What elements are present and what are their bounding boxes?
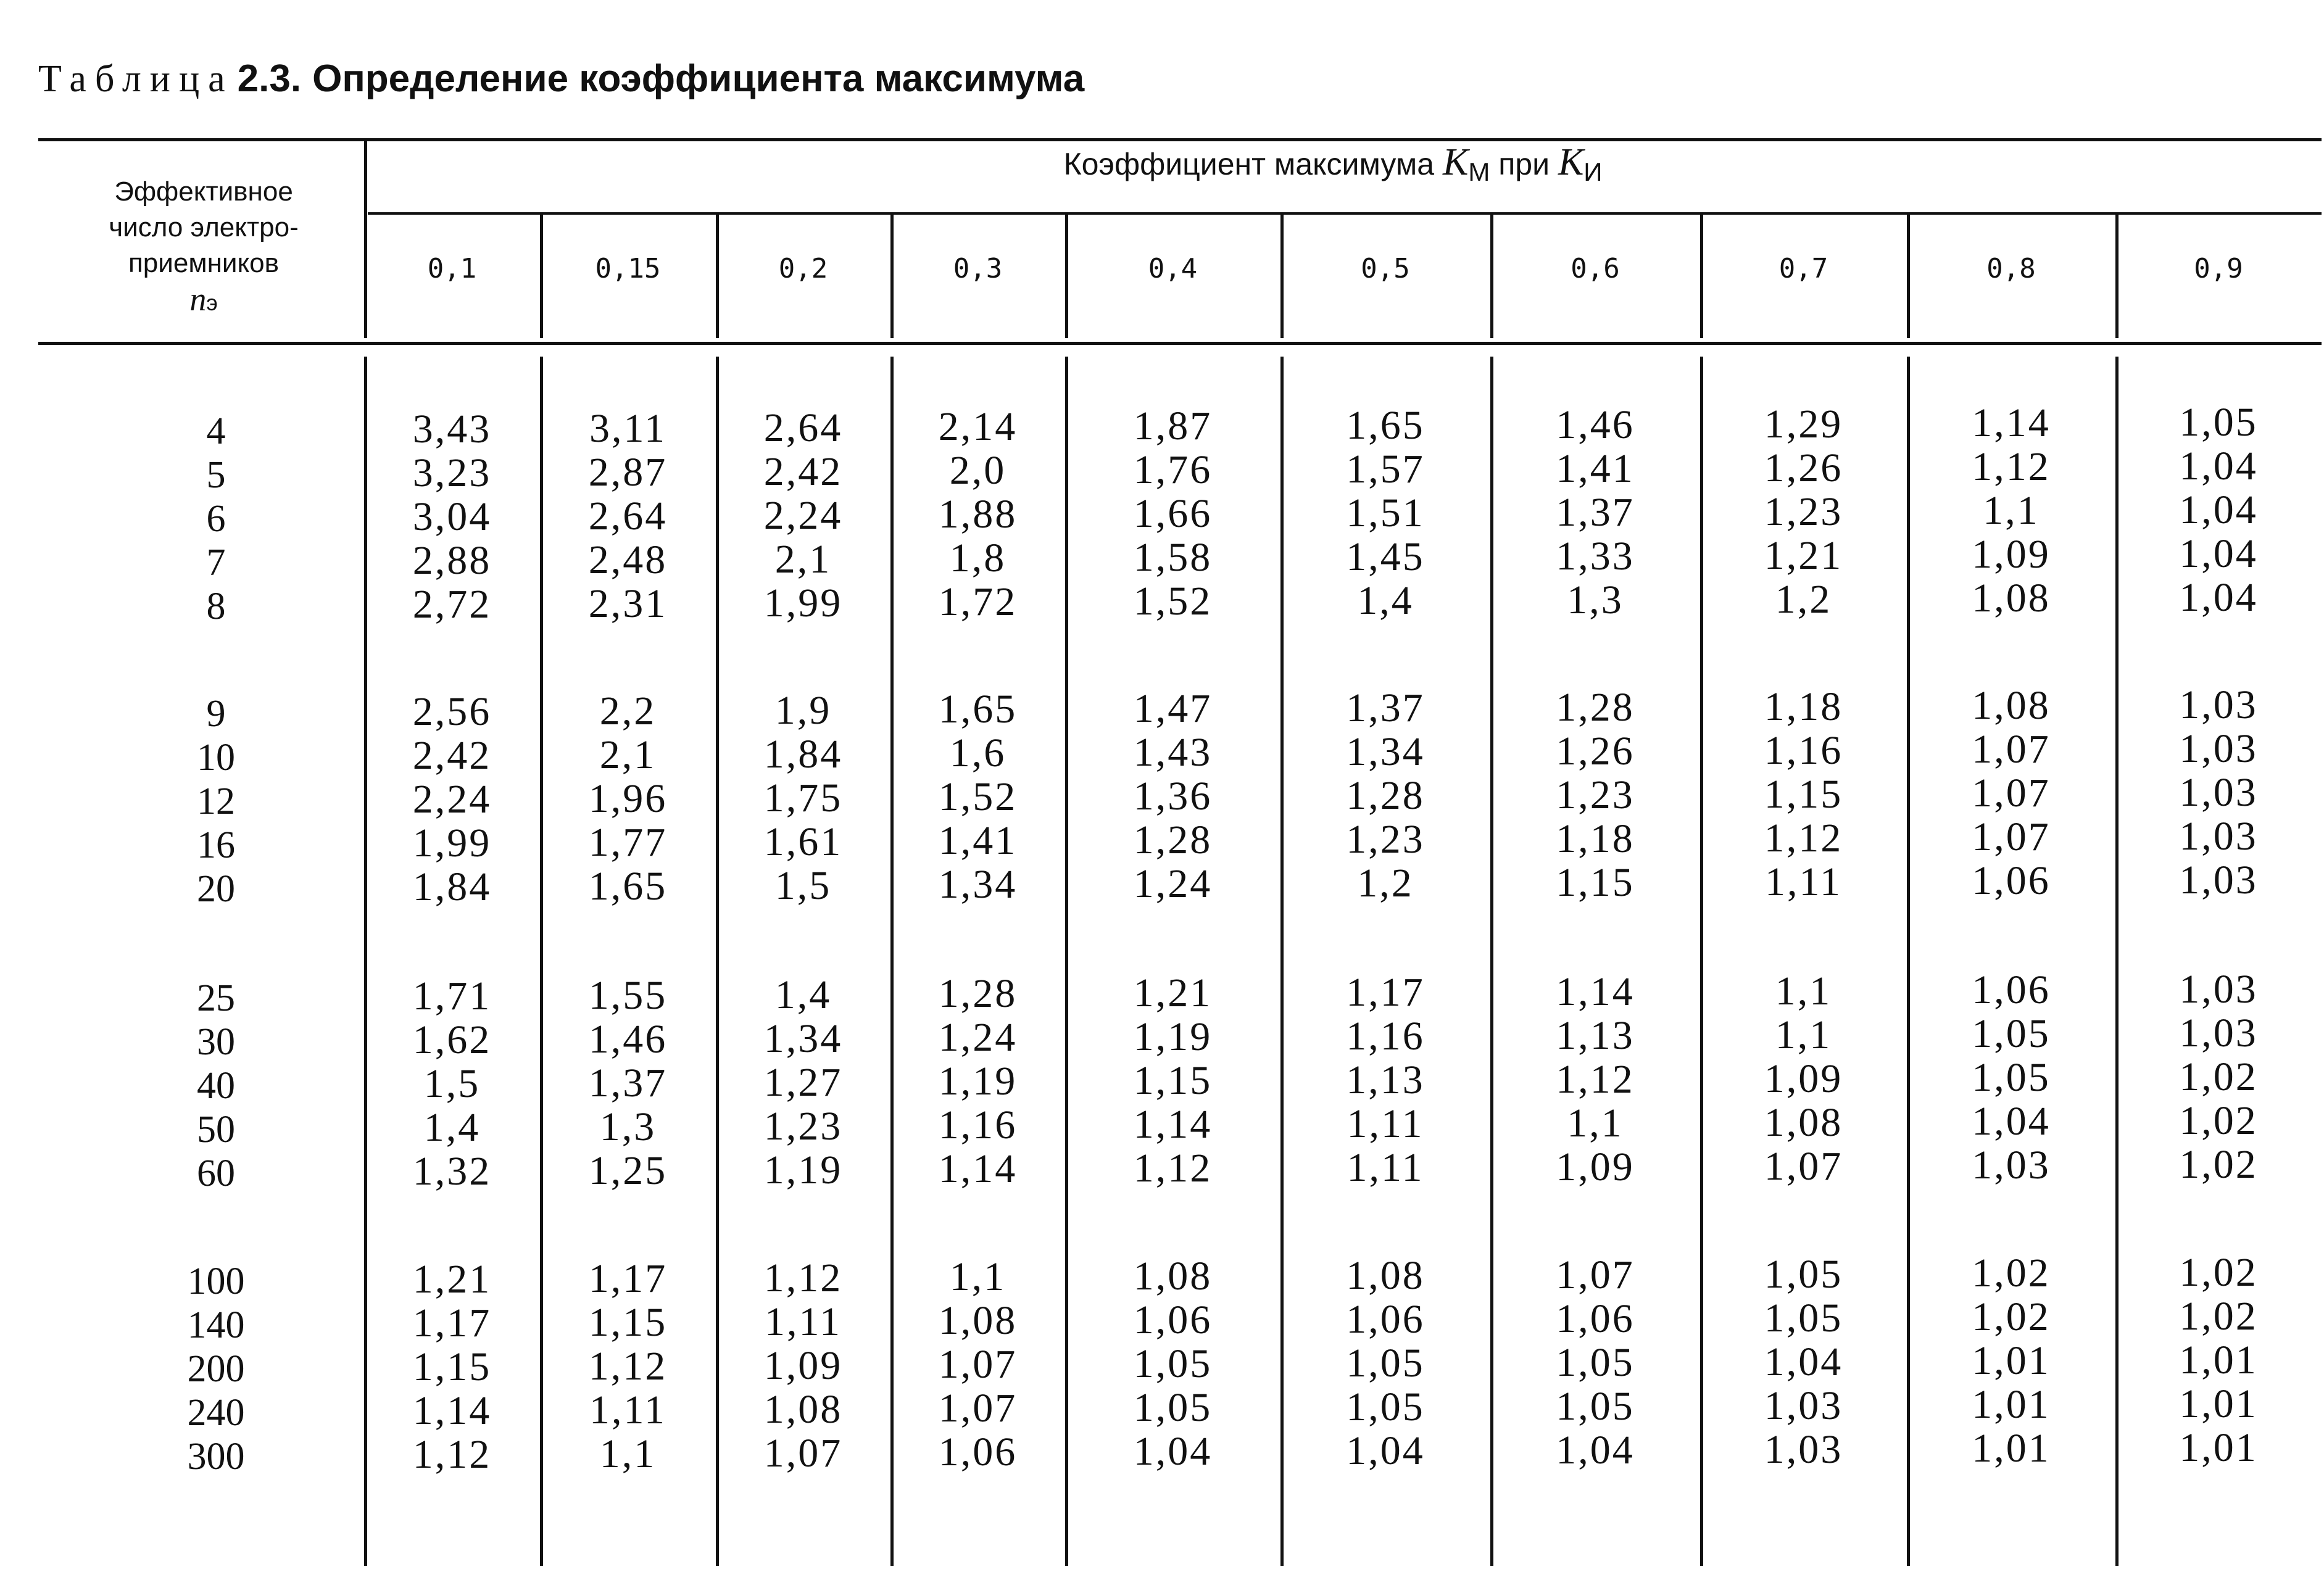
table-cell: 1,18 [1556,816,1635,861]
table-cell: 1,05 [1764,1251,1843,1297]
table-cell: 1,52 [1133,579,1213,624]
table-cell: 1,37 [1346,685,1425,730]
table-cell: 1,29 [1764,401,1843,447]
column-divider-body [1280,357,1284,1566]
table-cell: 1,34 [763,1016,843,1061]
table-cell: 1,87 [1133,403,1213,449]
n-subscript: э [206,290,218,315]
table-cell: 1,65 [588,863,668,909]
table-cell: 2,0 [949,448,1006,494]
table-cell: 1,03 [2179,814,2258,859]
km-subscript: М [1468,157,1490,186]
table-cell: 2,2 [599,688,657,734]
table-cell: 1,02 [2179,1054,2258,1100]
column-header: 0,4 [1148,253,1198,284]
table-cell: 1,11 [1347,1145,1424,1190]
table-cell: 2,24 [763,492,843,538]
row-n-value: 7 [206,542,226,584]
table-cell: 1,01 [2179,1425,2258,1471]
header-bottom-rule [38,342,2322,345]
table-cell: 1,05 [1346,1384,1425,1429]
table-cell: 1,03 [2179,770,2258,816]
row-n-value: 10 [197,737,235,779]
table-cell: 1,99 [763,580,843,626]
table-cell: 1,11 [1764,859,1843,904]
table-cell: 1,13 [1556,1012,1635,1058]
table-cell: 2,56 [412,689,492,734]
table-cell: 2,42 [763,449,843,494]
table-cell: 1,36 [1133,774,1213,819]
table-cell: 1,6 [949,730,1006,776]
row-n-value: 100 [187,1260,245,1302]
table-cell: 1,17 [1346,970,1425,1015]
table-cell: 1,41 [1556,445,1635,491]
table-cell: 1,01 [2179,1381,2258,1427]
column-divider [1490,215,1493,338]
table-cell: 1,37 [588,1060,668,1106]
table-cell: 1,03 [2179,726,2258,772]
row-n-value: 200 [187,1348,245,1390]
table-cell: 2,1 [599,732,657,777]
table-cell: 1,43 [1133,730,1213,776]
table-cell: 1,05 [1972,1055,2051,1101]
table-cell: 1,05 [2179,400,2258,445]
table-cell: 1,62 [412,1017,492,1062]
row-n-value: 300 [187,1436,245,1478]
column-divider-body [540,357,543,1566]
table-cell: 1,05 [1133,1385,1213,1431]
table-cell: 1,02 [1972,1294,2051,1340]
table-cell: 1,04 [1764,1339,1843,1384]
table-cell: 1,52 [938,774,1018,820]
table-cell: 1,08 [1346,1253,1425,1298]
table-cell: 1,08 [1972,683,2051,729]
column-divider-body [1065,357,1068,1566]
table-cell: 1,32 [412,1149,492,1194]
table-cell: 1,66 [1133,491,1213,537]
table-cell: 1,04 [1133,1429,1213,1475]
table-cell: 1,14 [412,1388,492,1433]
table-cell: 1,84 [763,731,843,777]
column-header: 0,8 [1986,253,2036,284]
column-divider-body [1907,357,1910,1566]
row-header-line1: Эффективное [114,176,293,207]
column-header: 0,7 [1778,253,1828,284]
table-cell: 1,46 [1556,402,1635,447]
column-divider-body [1490,357,1493,1566]
table-cell: 1,96 [588,776,668,821]
table-cell: 1,04 [2179,444,2258,489]
table-cell: 1,75 [763,775,843,821]
table-cell: 1,58 [1133,535,1213,581]
table-cell: 2,72 [412,582,492,627]
table-cell: 2,87 [588,449,668,495]
table-cell: 1,71 [412,974,492,1019]
table-cell: 1,3 [1567,577,1624,623]
table-cell: 1,06 [1972,858,2051,904]
column-divider [890,215,894,338]
row-header-symbol [43,281,364,321]
table-cell: 3,04 [412,494,492,539]
table-cell: 1,05 [1972,1011,2051,1057]
table-cell: 1,12 [1764,815,1843,861]
group-header-prefix: Коэффициент максимума [1063,147,1435,181]
table-cell: 1,01 [1972,1382,2051,1428]
table-cell: 1,17 [412,1301,492,1346]
table-cell: 1,72 [938,579,1018,625]
table-cell: 1,27 [763,1059,843,1105]
table-cell: 1,26 [1764,445,1843,490]
table-cell: 1,12 [1556,1056,1635,1102]
table-cell: 1,25 [588,1148,668,1193]
table-cell: 1,05 [1133,1341,1213,1387]
table-cell: 1,23 [1556,772,1635,817]
row-header-line2: число электро- [109,212,299,242]
row-header-line3: приемников [128,248,280,278]
table-cell: 1,08 [1133,1254,1213,1299]
table-cell: 2,14 [938,404,1018,450]
table-cell: 1,28 [1346,773,1425,818]
table-cell: 1,06 [1133,1297,1213,1343]
table-cell: 1,14 [938,1146,1018,1192]
table-cell: 1,04 [2179,487,2258,533]
column-divider [1065,215,1068,338]
table-cell: 1,08 [1972,576,2051,621]
table-title [38,57,1084,101]
table-cell: 1,46 [588,1016,668,1062]
row-n-value: 16 [197,824,235,866]
column-divider-body [1700,357,1703,1566]
table-cell: 1,1 [1983,488,2040,534]
table-cell: 2,48 [588,537,668,582]
table-cell: 1,77 [588,819,668,865]
table-cell: 1,55 [588,972,668,1018]
table-cell: 1,07 [938,1386,1018,1431]
table-cell: 1,57 [1346,447,1425,492]
table-cell: 1,11 [589,1387,667,1433]
table-cell: 1,02 [1972,1251,2051,1296]
column-divider-body [890,357,894,1566]
table-cell: 1,07 [763,1430,843,1476]
column-header: 0,5 [1361,253,1410,284]
table-cell: 1,1 [949,1254,1006,1300]
table-cell: 1,24 [1133,861,1213,907]
table-cell: 1,34 [1346,729,1425,774]
table-cell: 1,02 [2179,1098,2258,1144]
table-cell: 3,11 [589,405,667,451]
column-header: 0,9 [2194,253,2243,284]
table-cell: 1,11 [764,1299,842,1344]
table-cell: 1,03 [1764,1426,1843,1472]
table-cell: 1,19 [1133,1014,1213,1060]
table-cell: 1,06 [938,1429,1018,1475]
table-cell: 1,07 [1972,771,2051,816]
column-divider [716,215,719,338]
table-cell: 1,07 [1972,814,2051,860]
table-cell: 1,09 [1556,1144,1635,1189]
column-divider [2115,215,2119,338]
table-cell: 1,09 [1972,532,2051,577]
table-cell: 1,15 [1133,1058,1213,1104]
table-cell: 1,12 [412,1432,492,1477]
table-cell: 1,15 [1556,859,1635,905]
row-n-value: 60 [197,1152,235,1194]
table-cell: 1,65 [1346,403,1425,448]
column-divider [364,141,367,338]
table-cell: 1,15 [588,1299,668,1345]
table-cell: 1,15 [1764,771,1843,817]
table-cell: 1,1 [1775,1012,1832,1057]
table-cell: 2,31 [588,581,668,626]
km-symbol: K [1442,141,1469,183]
row-n-value: 140 [187,1304,245,1346]
row-n-value: 30 [197,1021,235,1063]
table-cell: 1,88 [938,492,1018,537]
row-n-value: 40 [197,1065,235,1107]
column-divider-body [716,357,719,1566]
table-cell: 1,21 [412,1257,492,1302]
table-cell: 1,26 [1556,728,1635,774]
table-cell: 1,02 [2179,1294,2258,1339]
table-cell: 1,28 [938,971,1018,1017]
table-cell: 1,12 [1133,1146,1213,1191]
table-cell: 1,05 [1556,1339,1635,1385]
column-header: 0,2 [778,253,828,284]
table-cell: 2,88 [412,538,492,583]
table-cell: 3,43 [412,407,492,452]
row-n-value: 5 [206,454,226,496]
table-cell: 1,33 [1556,533,1635,579]
table-cell: 1,65 [938,687,1018,732]
table-cell: 1,9 [774,687,832,733]
table-cell: 1,12 [588,1343,668,1389]
table-cell: 1,51 [1346,490,1425,536]
table-cell: 1,16 [938,1102,1018,1148]
ki-symbol: K [1558,141,1584,183]
table-cell: 1,24 [938,1015,1018,1061]
column-divider [1280,215,1284,338]
row-n-value: 8 [206,585,226,627]
table-cell: 1,21 [1764,532,1843,578]
table-cell: 1,07 [1972,727,2051,772]
table-cell: 1,06 [1972,967,2051,1013]
table-cell: 2,42 [412,733,492,778]
table-cell: 1,14 [1133,1102,1213,1148]
column-header: 0,3 [953,253,1003,284]
table-cell: 1,04 [1556,1427,1635,1473]
table-number: 2.3. [237,57,302,100]
table-cell: 1,19 [938,1059,1018,1104]
group-header-middle: при [1498,147,1550,181]
table-cell: 2,1 [774,536,832,582]
table-cell: 1,06 [1556,1296,1635,1341]
table-cell: 1,02 [2179,1250,2258,1296]
column-divider [1700,215,1703,338]
table-cell: 1,09 [763,1342,843,1388]
table-cell: 1,15 [412,1344,492,1389]
table-title-lead: Таблица [38,58,234,100]
table-cell: 1,5 [774,863,832,908]
table-cell: 1,8 [949,536,1006,581]
row-header [43,174,364,321]
column-header: 0,1 [427,253,477,284]
table-cell: 1,07 [938,1342,1018,1388]
table-cell: 1,23 [763,1103,843,1149]
table-cell: 1,28 [1133,817,1213,863]
ki-subscript: И [1583,157,1603,186]
column-header: 0,15 [595,253,661,284]
column-divider [540,215,543,338]
table-cell: 1,14 [1972,400,2051,446]
table-cell: 1,4 [774,972,832,1017]
table-cell: 1,34 [938,862,1018,908]
row-n-value: 50 [197,1109,235,1151]
table-cell: 1,03 [2179,858,2258,903]
table-cell: 1,07 [1556,1252,1635,1297]
table-cell: 1,84 [412,864,492,909]
table-cell: 1,41 [938,818,1018,864]
table-cell: 1,2 [1775,576,1832,622]
column-divider-body [2115,357,2119,1566]
table-cell: 1,23 [1764,489,1843,534]
table-cell: 1,06 [1346,1297,1425,1342]
table-cell: 1,16 [1346,1014,1425,1059]
table-cell: 1,1 [599,1431,657,1476]
table-cell: 1,1 [1567,1100,1624,1146]
row-n-value: 12 [197,780,235,822]
table-cell: 1,02 [2179,1142,2258,1188]
table-cell: 1,23 [1346,817,1425,862]
table-cell: 1,03 [2179,967,2258,1012]
table-title-text: Определение коэффициента максимума [312,57,1085,100]
table-cell: 1,05 [1556,1383,1635,1429]
table-cell: 1,01 [2179,1338,2258,1383]
table-cell: 2,64 [763,405,843,450]
row-n-value: 240 [187,1392,245,1434]
table-cell: 1,45 [1346,534,1425,579]
table-cell: 1,21 [1133,970,1213,1016]
table-cell: 1,01 [1972,1426,2051,1471]
row-n-value: 4 [206,410,226,452]
table-cell: 1,09 [1764,1056,1843,1101]
column-divider-body [364,357,367,1566]
table-cell: 1,5 [423,1061,481,1106]
table-cell: 1,61 [763,819,843,864]
table-cell: 1,18 [1764,684,1843,729]
table-cell: 1,08 [1764,1099,1843,1145]
group-header [370,141,2296,187]
table-cell: 1,2 [1357,861,1414,906]
table-cell: 1,08 [763,1386,843,1432]
table-cell: 1,07 [1764,1143,1843,1189]
table-cell: 1,04 [1972,1099,2051,1144]
table-cell: 1,03 [2179,682,2258,728]
table-cell: 1,13 [1346,1057,1425,1102]
row-n-value: 9 [206,693,226,735]
group-header-rule [368,212,2322,215]
table-cell: 1,05 [1764,1295,1843,1341]
table-cell: 1,12 [763,1255,843,1301]
table-cell: 1,99 [412,821,492,866]
table-cell: 1,19 [763,1147,843,1193]
table-cell: 1,47 [1133,686,1213,732]
column-divider [1907,215,1910,338]
table-cell: 1,08 [938,1298,1018,1344]
table-cell: 1,05 [1346,1341,1425,1386]
table-cell: 3,23 [412,450,492,495]
table-cell: 1,16 [1764,727,1843,773]
table-cell: 1,4 [1357,578,1414,623]
table-cell: 2,24 [412,777,492,822]
table-cell: 1,12 [1972,444,2051,490]
table-cell: 1,37 [1556,489,1635,535]
table-cell: 1,11 [1347,1101,1424,1146]
n-symbol: n [189,281,207,318]
table-cell: 1,03 [1764,1383,1843,1428]
table-cell: 1,04 [2179,575,2258,621]
table-cell: 1,14 [1556,969,1635,1014]
table-cell: 1,76 [1133,447,1213,493]
table-cell: 1,17 [588,1256,668,1301]
column-header: 0,6 [1571,253,1620,284]
table-cell: 1,04 [2179,531,2258,577]
table-cell: 2,64 [588,493,668,539]
row-n-value: 6 [206,498,226,540]
row-n-value: 25 [197,977,235,1019]
table-cell: 1,4 [423,1105,481,1150]
table-cell: 1,28 [1556,684,1635,730]
table-cell: 1,01 [1972,1338,2051,1384]
table-cell: 1,1 [1775,968,1832,1014]
table-cell: 1,03 [2179,1011,2258,1056]
row-n-value: 20 [197,868,235,910]
table-cell: 1,03 [1972,1143,2051,1188]
table-cell: 1,04 [1346,1428,1425,1473]
table-cell: 1,3 [599,1104,657,1149]
